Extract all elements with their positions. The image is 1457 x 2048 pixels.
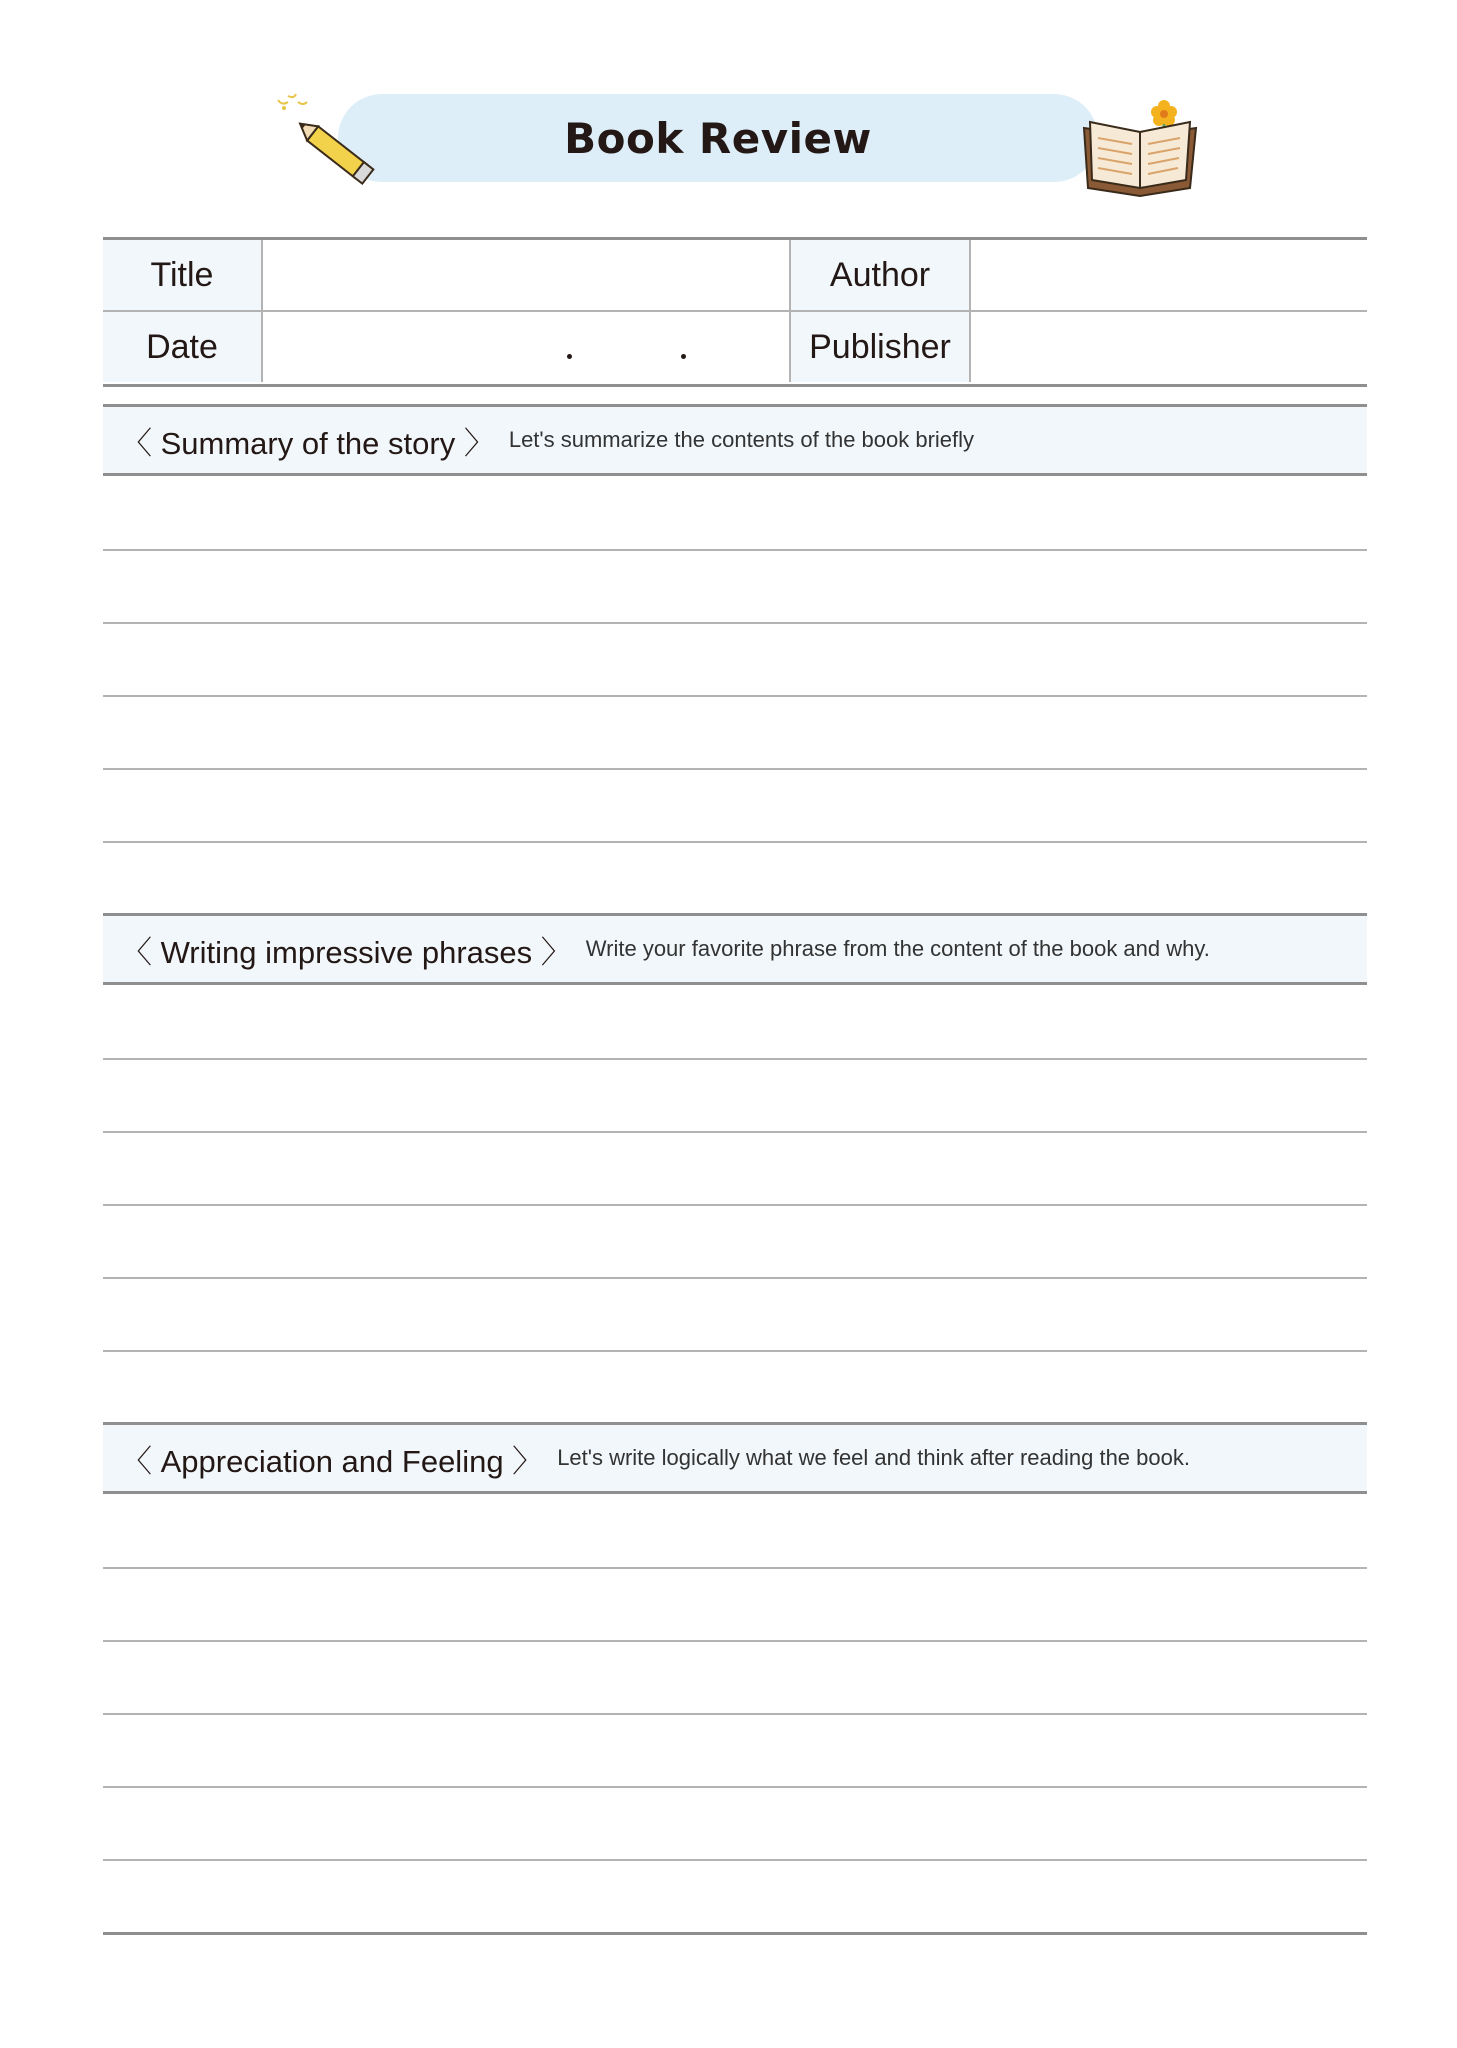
writing-line[interactable] bbox=[103, 841, 1367, 843]
section-subtitle: Write your favorite phrase from the content of the book and why. bbox=[585, 936, 1210, 961]
info-row-date-publisher bbox=[103, 312, 1367, 382]
bottom-border-line bbox=[103, 1932, 1367, 1935]
writing-line[interactable] bbox=[103, 1713, 1367, 1715]
title-banner bbox=[338, 94, 1098, 182]
writing-line[interactable] bbox=[103, 1131, 1367, 1133]
writing-line[interactable] bbox=[103, 768, 1367, 770]
section-subtitle: Let's summarize the contents of the book briefly bbox=[508, 427, 975, 452]
writing-line[interactable] bbox=[103, 1786, 1367, 1788]
date-separator-dot bbox=[567, 354, 572, 359]
section-header-phrases bbox=[103, 913, 1367, 985]
author-label: Author bbox=[789, 240, 971, 310]
date-separator-dot bbox=[681, 354, 686, 359]
writing-line[interactable] bbox=[103, 1859, 1367, 1861]
writing-line[interactable] bbox=[103, 1567, 1367, 1569]
section-title: 〈 Writing impressive phrases 〉 bbox=[121, 934, 572, 970]
writing-line[interactable] bbox=[103, 622, 1367, 624]
publisher-field[interactable] bbox=[969, 312, 1367, 382]
pencil-icon bbox=[270, 92, 390, 192]
section-subtitle: Let's write logically what we feel and think after reading the book. bbox=[557, 1445, 1190, 1470]
writing-line[interactable] bbox=[103, 1640, 1367, 1642]
writing-line[interactable] bbox=[103, 1058, 1367, 1060]
writing-line[interactable] bbox=[103, 1204, 1367, 1206]
title-label: Title bbox=[103, 240, 263, 310]
writing-line[interactable] bbox=[103, 549, 1367, 551]
publisher-label: Publisher bbox=[789, 312, 971, 382]
section-title: 〈 Summary of the story 〉 bbox=[121, 425, 495, 461]
section-header-appreciation bbox=[103, 1422, 1367, 1494]
title-field[interactable] bbox=[263, 240, 789, 310]
date-field[interactable] bbox=[263, 312, 789, 382]
section-title: 〈 Appreciation and Feeling 〉 bbox=[121, 1443, 544, 1479]
book-info-table bbox=[103, 237, 1367, 387]
open-book-icon bbox=[1078, 92, 1204, 200]
writing-line[interactable] bbox=[103, 1277, 1367, 1279]
author-field[interactable] bbox=[969, 240, 1367, 310]
writing-line[interactable] bbox=[103, 1350, 1367, 1352]
page-title: Book Review bbox=[564, 113, 872, 163]
date-label: Date bbox=[103, 312, 263, 382]
info-row-title-author bbox=[103, 240, 1367, 312]
writing-line[interactable] bbox=[103, 695, 1367, 697]
section-header-summary bbox=[103, 404, 1367, 476]
